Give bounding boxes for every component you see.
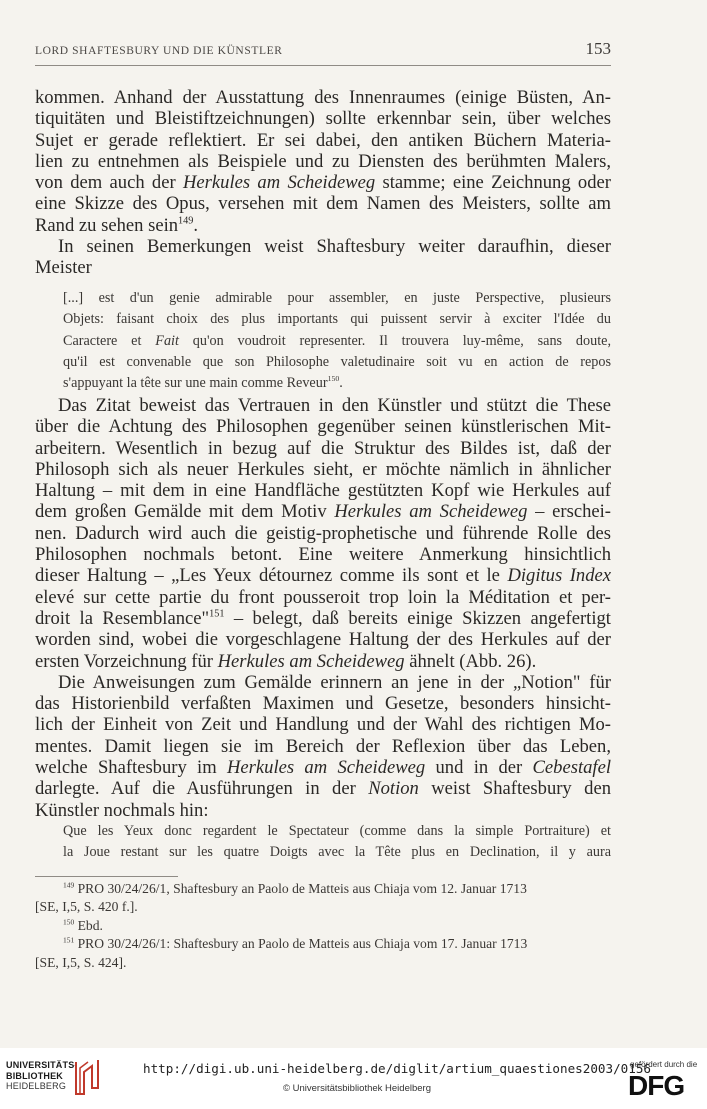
text-line: von dem auch der Herkules am Scheideweg stamme; eine Zeichnung oder xyxy=(35,172,611,194)
text-line: eine Skizze des Opus, versehen mit dem Namen des Meisters, sollte am xyxy=(35,193,611,215)
footnote: $^{149}$ PRO 30/24/26/1, Shaftesbury an Paolo de Matteis aus Chiaja vom 12. Januar 1713 [SE, I,5, S. 420 f.]. xyxy=(35,880,527,915)
text-line: droit la Resemblance"$^{151}$ – belegt, daß bereits einige Skizzen angefertigt xyxy=(35,607,611,629)
footnote-number: 150 xyxy=(63,917,75,927)
text-line: kommen. Anhand der Ausstattung des Innenraumes (einige Büsten, An- xyxy=(35,87,611,108)
quote-line: qu'il est convenable que son Philosophe valetudinaire soit vu en action de repos xyxy=(63,353,611,370)
text-line: Philosoph sich als neuer Herkules sieht, er möchte nämlich in ähnlicher xyxy=(35,458,611,480)
text-line: worden sind, wobei die vorgeschlagene Haltung der des Herkules auf der xyxy=(35,629,611,651)
text-line: Künstler nochmals hin: xyxy=(35,799,209,821)
library-mark-icon xyxy=(72,1058,102,1098)
text-line: mentes. Damit liegen sie im Bereich der Reflexion über das Leben, xyxy=(35,735,611,757)
text-line: dem großen Gemälde mit dem Motiv Herkules am Scheideweg – erschei- xyxy=(35,501,612,523)
copyright-notice: © Universitätsbibliothek Heidelberg xyxy=(283,1083,431,1094)
work-title: Herkules am Scheideweg xyxy=(182,172,376,194)
footnote-ref: 151 xyxy=(209,608,225,620)
text-line: elevé sur cette partie du front pousseroit trop loin la Méditation et per- xyxy=(35,586,611,608)
text-line: tiquitäten und Bleistiftzeichnungen) sollte erkennbar sein, über welches xyxy=(35,108,611,130)
work-title: Cebestafel xyxy=(532,757,611,779)
quote-line: Objets: faisant choix des plus importants qui puissent servir à exciter l'Idée du xyxy=(63,311,611,328)
work-title: Herkules am Scheideweg xyxy=(334,501,528,523)
page-number: 153 xyxy=(585,39,611,58)
footnote-number: 151 xyxy=(63,935,75,945)
text-line: welche Shaftesbury im Herkules am Scheideweg und in der Cebestafel xyxy=(35,757,611,779)
running-title: LORD SHAFTESBURY UND DIE KÜNSTLER xyxy=(35,45,283,57)
quote-line: Caractere et Fait qu'on voudroit representer. Il trouvera luy-même, sans doute, xyxy=(63,332,611,349)
text-line: Die Anweisungen zum Gemälde erinnern an jene in der „Notion" für xyxy=(58,671,611,693)
text-line: das Historienbild verfaßten Maximen und Gesetze, besonders hinsicht- xyxy=(35,693,611,715)
text-line: Philosophen nochmals betont. Eine weitere Anmerkung hinsichtlich xyxy=(35,544,611,566)
university-library-logo[interactable] xyxy=(6,1058,102,1102)
source-url-link[interactable]: http://digi.ub.uni-heidelberg.de/diglit/artium_quaestiones2003/0156 xyxy=(143,1061,651,1076)
library-name: UNIVERSITÄTS- BIBLIOTHEK HEIDELBERG xyxy=(6,1060,78,1091)
text-line: In seinen Bemerkungen weist Shaftesbury weiter daraufhin, dieser xyxy=(58,236,611,258)
footnote-separator xyxy=(35,876,178,877)
footnote: $^{151}$ PRO 30/24/26/1: Shaftesbury an Paolo de Matteis aus Chiaja vom 17. Januar 1713 [SE, I,5, S. 424]. xyxy=(35,935,528,970)
footnote: $^{150}$ Ebd. xyxy=(63,917,103,933)
text-line: lich der Einheit von Zeit und Handlung und der Wahl des richtigen Mo- xyxy=(35,714,611,736)
text-line: darlegte. Auf die Ausführungen in der Notion weist Shaftesbury den xyxy=(35,778,611,800)
work-title: Herkules am Scheideweg xyxy=(227,757,426,779)
body-text-block-1 xyxy=(35,87,611,279)
text-line: über die Achtung des Philosophen gegenüber seinen künstlerischen Mit- xyxy=(35,416,611,438)
text-line: Haltung – mit dem in eine Handfläche gestützten Kopf wie Herkules auf xyxy=(35,480,611,502)
digitization-footer xyxy=(0,1048,707,1109)
block-quote-2 xyxy=(63,821,611,864)
footnote-number: 149 xyxy=(63,880,75,890)
text-line: Das Zitat beweist das Vertrauen in den Künstler und stützt die These xyxy=(58,395,611,416)
footnote-ref: 150 xyxy=(327,374,340,384)
dfg-logo[interactable] xyxy=(626,1060,702,1104)
funder-note: gefördert durch die xyxy=(630,1060,698,1069)
footnote-ref: 149 xyxy=(178,215,194,227)
work-title: Herkules am Scheideweg xyxy=(217,650,405,672)
text-line: arbeitern. Wesentlich in bezug auf die Struktur des Bildes ist, daß der xyxy=(35,437,611,459)
text-line: lien zu entnehmen als Beispiele und zu Diensten des berühmten Malers, xyxy=(35,150,611,172)
quote-line: [...] est d'un genie admirable pour assembler, en juste Perspective, plusieurs xyxy=(63,290,611,306)
block-quote-1 xyxy=(63,288,611,394)
text-line: dieser Haltung – „Les Yeux détournez comme ils sont et le Digitus Index xyxy=(35,565,611,587)
text-line: Sujet er gerade reflektiert. Er sei dabei, den antiken Büchern Materia- xyxy=(35,129,611,151)
text-line: Meister xyxy=(35,257,92,279)
running-header xyxy=(35,39,611,66)
text-line: nen. Dadurch wird auch die geistig-prophetische und führende Rolle des xyxy=(35,522,611,544)
quote-line: s'appuyant la tête sur une main comme Reveur$^{150}$. xyxy=(63,374,343,392)
quote-line: la Joue restant sur les quatre Doigts avec la Tête plus en Declination, il y aura xyxy=(63,844,611,861)
dfg-wordmark: DFG xyxy=(628,1070,685,1101)
text-line: ersten Vorzeichnung für Herkules am Scheideweg ähnelt (Abb. 26). xyxy=(35,650,537,672)
footnotes xyxy=(35,880,611,972)
text-line: Rand zu sehen sein$^{149}$. xyxy=(35,214,199,236)
body-text-block-2 xyxy=(35,395,611,821)
quote-line: Que les Yeux donc regardent le Spectateur (comme dans la simple Portraiture) et xyxy=(63,823,611,839)
